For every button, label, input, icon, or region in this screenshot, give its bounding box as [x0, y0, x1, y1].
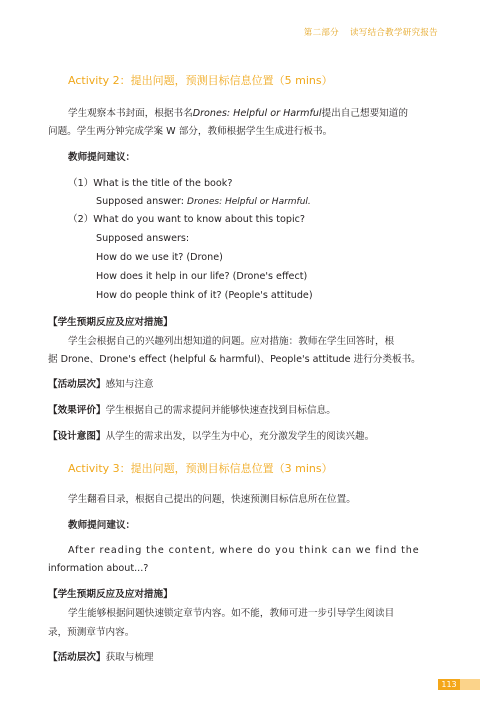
- intent-text: 从学生的需求出发，以学生为中心，充分激发学生的阅读兴趣。: [105, 431, 375, 442]
- level-text: 获取与梳理: [105, 652, 154, 663]
- page-tab-decoration: [460, 679, 480, 690]
- question-2: （2）What do you want to know about this topic?: [68, 214, 305, 225]
- activity2-suggestions-heading: 教师提问建议：: [68, 152, 136, 163]
- activity2-effect: [48, 401, 336, 420]
- activity3-level: [48, 648, 154, 667]
- header-part: 第二部分: [303, 28, 339, 38]
- answer-text: Drones: Helpful or Harmful.: [187, 197, 311, 207]
- book-title: Drones: Helpful or Harmful: [192, 108, 322, 119]
- activity2-intro-line2: 问题。学生两分钟完成学案 W 部分，教师根据学生生成进行板书。: [48, 126, 333, 137]
- question-1-answer: [96, 192, 311, 212]
- intro-text-a: 学生观察本书封面，根据书名: [68, 108, 193, 119]
- intent-label: 【设计意图】: [48, 431, 106, 442]
- level-text: 感知与注意: [105, 379, 154, 390]
- intro-text-b: 提出自己想要知道的: [321, 108, 408, 119]
- activity3-response-heading: 【学生预期反应及应对措施】: [48, 589, 173, 600]
- activity2-response-line1: 学生会根据自己的兴趣列出想知道的问题。应对措施：教师在学生回答时，根: [68, 336, 395, 347]
- activity2-intent: [48, 427, 374, 446]
- level-label: 【活动层次】: [48, 379, 106, 390]
- activity3-intro: 学生翻看目录，根据自己提出的问题，快速预测目标信息所在位置。: [68, 494, 356, 505]
- activity3-question-line2: information about...?: [48, 563, 149, 574]
- page-number: 113: [438, 679, 460, 690]
- activity3-title: Activity 3：提出问题，预测目标信息位置（3 mins）: [68, 462, 333, 475]
- question-2-answer: How does it help in our life? (Drone's effect): [96, 271, 308, 282]
- question-1: （1）What is the title of the book?: [68, 178, 233, 189]
- activity3-suggestions-heading: 教师提问建议：: [68, 520, 136, 531]
- question-2-answer: How do people think of it? (People's attitude): [96, 290, 313, 301]
- activity2-response-line2: 据 Drone、Drone's effect (helpful & harmful)、People's attitude 进行分类板书。: [48, 354, 421, 365]
- activity2-title: Activity 2：提出问题，预测目标信息位置（5 mins）: [68, 74, 333, 87]
- activity3-question-line1: After reading the content, where do you think can we find the: [68, 545, 420, 556]
- answer-label: Supposed answer:: [96, 196, 188, 207]
- activity2-intro-line1: [68, 104, 408, 123]
- level-label: 【活动层次】: [48, 652, 106, 663]
- header-title: 读写结合教学研究报告: [349, 28, 438, 38]
- question-2-answer: How do we use it? (Drone): [96, 252, 223, 263]
- effect-label: 【效果评价】: [48, 405, 106, 416]
- activity2-level: [48, 375, 154, 394]
- running-header: [296, 26, 438, 38]
- question-2-answer-label: Supposed answers:: [96, 233, 190, 244]
- activity2-response-heading: 【学生预期反应及应对措施】: [48, 317, 173, 328]
- activity3-response-line1: 学生能够根据问题快速锁定章节内容。如不能，教师可进一步引导学生阅读目: [68, 608, 395, 619]
- effect-text: 学生根据自己的需求提问并能够快速查找到目标信息。: [105, 405, 336, 416]
- activity3-response-line2: 录，预测章节内容。: [48, 627, 135, 638]
